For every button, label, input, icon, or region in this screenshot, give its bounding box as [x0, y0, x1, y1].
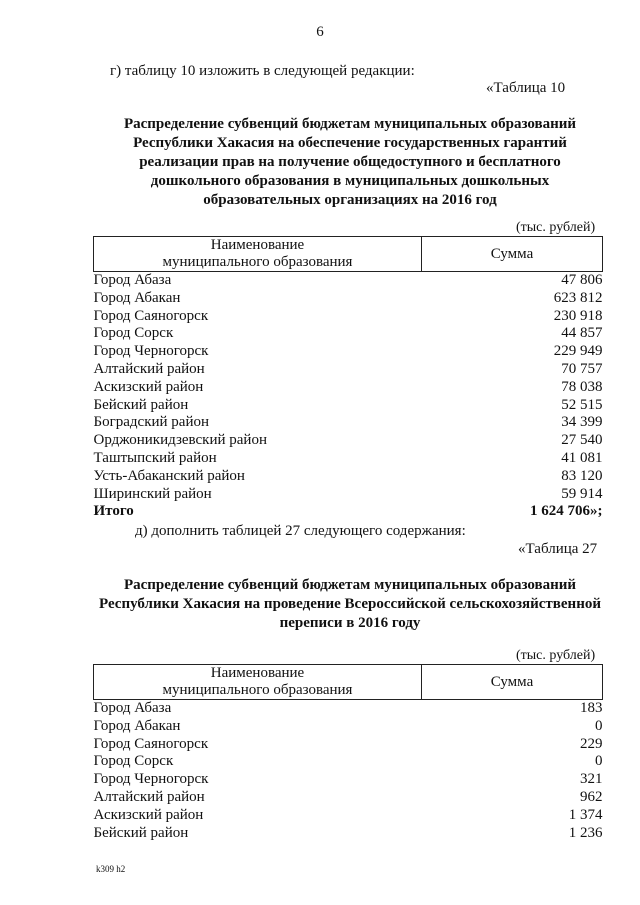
row-value: 70 757 [561, 360, 603, 377]
row-value: 1 236 [568, 824, 603, 841]
table-27-units: (тыс. рублей) [516, 648, 596, 663]
header-name-line1: Наименование [210, 237, 305, 253]
table-row [94, 290, 603, 308]
row-name: Город Саяногорск [93, 307, 209, 324]
table-row [94, 486, 603, 504]
row-name: Город Черногорск [93, 771, 209, 788]
row-value: 229 949 [553, 343, 603, 360]
table-row [94, 343, 603, 361]
table-27 [93, 664, 603, 842]
row-value: 47 806 [561, 272, 603, 288]
intro-paragraph-d: д) дополнить таблицей 27 следующего содержания: [135, 523, 466, 539]
title-line: дошкольного образования в муниципальных дошкольных [150, 173, 550, 189]
row-name: Орджоникидзевский район [93, 432, 267, 449]
row-value: 0 [595, 753, 603, 770]
table-10-title [90, 115, 610, 210]
table-row [94, 753, 603, 771]
header-name-line2: муниципального образования [162, 682, 353, 698]
row-value: 229 [580, 735, 603, 752]
row-name: Алтайский район [93, 360, 205, 377]
row-value: 230 918 [553, 307, 603, 324]
row-name: Город Сорск [93, 325, 174, 342]
table-row [94, 468, 603, 486]
row-value: 962 [580, 788, 603, 805]
row-name: Город Абакан [93, 717, 181, 734]
table-27-body [94, 700, 603, 843]
row-name: Город Черногорск [93, 343, 209, 360]
row-value: 78 038 [561, 378, 603, 395]
row-name: Город Саяногорск [93, 735, 209, 752]
table-10-units: (тыс. рублей) [516, 220, 596, 235]
row-value: 623 812 [553, 289, 603, 306]
title-line: Распределение субвенций бюджетам муниципальных образований [123, 116, 577, 132]
intro-paragraph-g: г) таблицу 10 изложить в следующей редакции: [110, 63, 415, 79]
table-row [94, 771, 603, 789]
row-name: Город Абаза [93, 272, 172, 288]
header-name-line2: муниципального образования [162, 254, 353, 270]
row-name: Таштыпский район [93, 449, 217, 466]
row-value: 83 120 [561, 467, 603, 484]
page-number: 6 [316, 24, 324, 40]
row-name: Усть-Абаканский район [93, 467, 245, 484]
row-value: 41 081 [561, 449, 603, 466]
table-header-row [94, 665, 603, 700]
row-value: 34 399 [561, 414, 603, 431]
row-name: Алтайский район [93, 788, 205, 805]
table-row [94, 432, 603, 450]
table-row [94, 272, 603, 290]
row-value: 183 [580, 700, 603, 716]
column-header-sum: Сумма [422, 237, 603, 272]
title-line: Республики Хакасия на проведение Всероссийской сельскохозяйственной [99, 596, 601, 612]
row-name: Город Сорск [93, 753, 174, 770]
row-value: 0 [595, 717, 603, 734]
row-name: Бейский район [93, 396, 189, 413]
table-row [94, 308, 603, 326]
title-line: Распределение субвенций бюджетам муниципальных образований [123, 577, 577, 593]
row-value: 1 374 [568, 806, 603, 823]
table-header-row [94, 237, 603, 272]
title-line: переписи в 2016 году [279, 615, 421, 631]
title-line: реализации прав на получение общедоступного и бесплатного [139, 154, 561, 170]
table-row [94, 450, 603, 468]
table-row [94, 789, 603, 807]
header-name-line1: Наименование [210, 665, 305, 681]
table-row [94, 414, 603, 432]
total-value: 1 624 706»; [530, 503, 603, 520]
row-value: 52 515 [561, 396, 603, 413]
table-row [94, 807, 603, 825]
table-row [94, 718, 603, 736]
row-name: Город Абакан [93, 289, 181, 306]
table-27-title [90, 576, 610, 633]
row-value: 321 [580, 771, 603, 788]
row-name: Город Абаза [93, 700, 172, 716]
table-10 [93, 236, 603, 521]
table-27-tag: «Таблица 27 [518, 541, 598, 557]
title-line: Республики Хакасия на обеспечение государственных гарантий [133, 135, 567, 151]
row-name: Аскизский район [93, 806, 204, 823]
table-row [94, 325, 603, 343]
table-row [94, 397, 603, 415]
column-header-name [94, 237, 422, 272]
table-row [94, 700, 603, 718]
column-header-sum: Сумма [422, 665, 603, 700]
table-10-body [94, 272, 603, 522]
total-label: Итого [93, 503, 134, 520]
row-name: Боградский район [93, 414, 210, 431]
table-row [94, 825, 603, 843]
row-value: 59 914 [561, 485, 603, 502]
row-name: Ширинский район [93, 485, 212, 502]
table-row [94, 361, 603, 379]
table-row [94, 379, 603, 397]
row-value: 27 540 [561, 432, 603, 449]
footer-code: k309 h2 [96, 864, 126, 874]
table-row [94, 736, 603, 754]
title-line: образовательных организациях на 2016 год [203, 192, 497, 208]
total-row [94, 503, 603, 521]
table-10-tag: «Таблица 10 [486, 80, 566, 96]
row-name: Аскизский район [93, 378, 204, 395]
row-name: Бейский район [93, 824, 189, 841]
column-header-name [94, 665, 422, 700]
row-value: 44 857 [561, 325, 603, 342]
